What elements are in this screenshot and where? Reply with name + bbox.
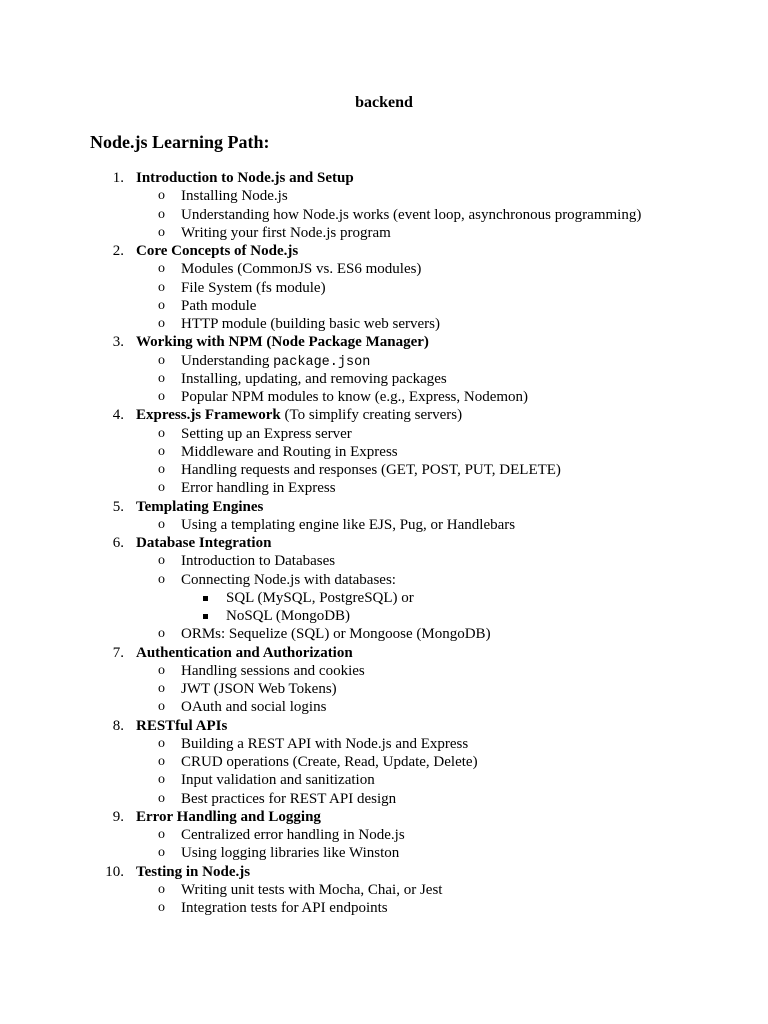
- list-item-text: [181, 790, 396, 808]
- hollow-bullet-icon: o: [158, 462, 165, 477]
- list-item: [0, 370, 768, 388]
- hollow-bullet-icon: o: [158, 389, 165, 404]
- document-heading: Node.js Learning Path:: [90, 132, 270, 152]
- section-row: [0, 644, 768, 662]
- list-item-label: Popular NPM modules to know (e.g., Express, Nodemon): [181, 389, 529, 405]
- list-item-text: [181, 443, 398, 461]
- list-item-text: [181, 735, 468, 753]
- section-text: [136, 498, 263, 516]
- list-item-text: [181, 625, 491, 643]
- section-row: [0, 808, 768, 826]
- list-item-label: Understanding: [181, 352, 274, 369]
- section-title: Express.js Framework: [136, 407, 281, 424]
- list-item-text: [181, 662, 365, 680]
- hollow-bullet-icon: o: [158, 188, 165, 204]
- nested-list-item-text: NoSQL (MongoDB): [226, 608, 351, 624]
- list-item: [0, 461, 768, 479]
- list-item: [0, 625, 768, 643]
- list-item-text: [181, 516, 515, 534]
- section-number: 6.: [112, 535, 124, 551]
- list-item-text: [181, 425, 352, 443]
- hollow-bullet-icon: o: [158, 480, 165, 496]
- square-bullet-icon: [203, 596, 208, 601]
- list-item-text: [181, 698, 326, 716]
- section-text: [136, 534, 271, 552]
- list-item: [0, 790, 768, 808]
- section-title: Introduction to Node.js and Setup: [136, 170, 354, 186]
- hollow-bullet-icon: o: [158, 370, 165, 386]
- list-item-text: [181, 753, 478, 771]
- list-item-label: HTTP module (building basic web servers): [181, 316, 440, 332]
- section-text: [136, 333, 429, 351]
- section-row: [0, 242, 768, 260]
- list-item-text: [181, 899, 388, 917]
- list-item: [0, 425, 768, 443]
- hollow-bullet-icon: o: [158, 699, 165, 715]
- list-item-text: [181, 881, 442, 899]
- list-item: [0, 352, 768, 370]
- hollow-bullet-icon: o: [158, 261, 165, 277]
- section-row: [0, 333, 768, 351]
- list-item-text: [181, 315, 440, 333]
- learning-path-outline: [0, 169, 768, 917]
- list-item: [0, 662, 768, 680]
- list-item: [0, 206, 768, 224]
- hollow-bullet-icon: o: [158, 571, 165, 587]
- section-title: Database Integration: [136, 535, 272, 551]
- section-note: (To simplify creating servers): [280, 407, 463, 424]
- hollow-bullet-icon: o: [158, 790, 165, 806]
- list-item-text: [181, 187, 288, 205]
- hollow-bullet-icon: o: [158, 754, 165, 769]
- section-text: [136, 644, 353, 662]
- list-item: [0, 297, 768, 315]
- hollow-bullet-icon: o: [158, 443, 165, 459]
- section-text: [136, 717, 227, 735]
- hollow-bullet-icon: o: [158, 772, 165, 788]
- list-item: [0, 771, 768, 789]
- list-item-label: CRUD operations (Create, Read, Update, Delete): [181, 754, 478, 770]
- hollow-bullet-icon: o: [158, 516, 165, 532]
- section-title: Core Concepts of Node.js: [136, 243, 299, 259]
- list-item-label: Centralized error handling in Node.js: [181, 827, 405, 843]
- list-item-label: Writing unit tests with Mocha, Chai, or Jest: [181, 881, 443, 898]
- list-item-text: [181, 388, 528, 406]
- list-item-label: JWT (JSON Web Tokens): [181, 681, 337, 697]
- list-item-text: [181, 352, 370, 372]
- hollow-bullet-icon: o: [158, 735, 165, 751]
- list-item-label: Using a templating engine like EJS, Pug, or Handlebars: [181, 516, 516, 533]
- section-title: Templating Engines: [136, 498, 264, 515]
- hollow-bullet-icon: o: [158, 626, 165, 642]
- list-item-label: Handling requests and responses (GET, POST, PUT, DELETE): [181, 462, 561, 478]
- list-item: [0, 844, 768, 862]
- square-bullet-icon: [203, 614, 208, 619]
- section-number: 5.: [112, 498, 124, 515]
- hollow-bullet-icon: o: [158, 279, 165, 295]
- list-item-text: [181, 479, 336, 497]
- document-title: backend: [355, 94, 413, 111]
- nested-list-item-text: SQL (MySQL, PostgreSQL) or: [226, 589, 414, 606]
- list-item-label: Introduction to Databases: [181, 553, 336, 570]
- list-item-text: [181, 279, 326, 297]
- list-item-text: [181, 224, 391, 242]
- list-item-label: ORMs: Sequelize (SQL) or Mongoose (MongoDB): [181, 626, 491, 643]
- hollow-bullet-icon: o: [158, 425, 165, 441]
- nested-list-item: [0, 607, 768, 625]
- section-row: [0, 863, 768, 881]
- list-item-text: [181, 844, 399, 862]
- list-item-label: Installing Node.js: [181, 188, 288, 205]
- list-item: [0, 571, 768, 589]
- list-item-label: Writing your first Node.js program: [181, 224, 391, 241]
- list-item-label: File System (fs module): [181, 279, 326, 296]
- list-item-text: [181, 461, 561, 479]
- list-item: [0, 315, 768, 333]
- section-number: 2.: [112, 243, 124, 259]
- list-item-label: Using logging libraries like Winston: [181, 845, 400, 862]
- list-item: [0, 187, 768, 205]
- section-row: [0, 534, 768, 552]
- section-number: 3.: [112, 334, 124, 351]
- list-item-text: [181, 826, 405, 844]
- section-number: 8.: [112, 717, 124, 734]
- section-number: 1.: [112, 170, 124, 186]
- hollow-bullet-icon: o: [158, 827, 165, 842]
- list-item-label: Error handling in Express: [181, 480, 336, 497]
- hollow-bullet-icon: o: [158, 352, 165, 368]
- list-item: [0, 279, 768, 297]
- hollow-bullet-icon: o: [158, 681, 165, 696]
- hollow-bullet-icon: o: [158, 206, 165, 222]
- list-item-label: Handling sessions and cookies: [181, 662, 365, 679]
- hollow-bullet-icon: o: [158, 662, 165, 678]
- list-item-label: Modules (CommonJS vs. ES6 modules): [181, 261, 422, 278]
- list-item: [0, 516, 768, 534]
- list-item-label: OAuth and social logins: [181, 699, 327, 716]
- hollow-bullet-icon: o: [158, 881, 165, 897]
- list-item: [0, 753, 768, 771]
- section-text: [136, 169, 354, 187]
- section-title: RESTful APIs: [136, 717, 228, 734]
- section-title: Error Handling and Logging: [136, 808, 321, 825]
- section-number: 7.: [112, 644, 124, 661]
- inline-code: package.json: [273, 354, 371, 370]
- section-text: [136, 808, 321, 826]
- list-item-text: [181, 571, 396, 589]
- section-number: 9.: [112, 808, 124, 825]
- section-row: [0, 717, 768, 735]
- list-item-label: Setting up an Express server: [181, 425, 352, 442]
- list-item-label: Input validation and sanitization: [181, 772, 375, 789]
- hollow-bullet-icon: o: [158, 224, 165, 240]
- list-item: [0, 899, 768, 917]
- section-row: [0, 406, 768, 424]
- list-item-label: Installing, updating, and removing packages: [181, 370, 447, 387]
- hollow-bullet-icon: o: [158, 900, 165, 915]
- list-item-text: [181, 552, 335, 570]
- hollow-bullet-icon: o: [158, 845, 165, 861]
- list-item: [0, 698, 768, 716]
- list-item: [0, 881, 768, 899]
- hollow-bullet-icon: o: [158, 297, 165, 313]
- list-item-label: Building a REST API with Node.js and Express: [181, 735, 469, 752]
- section-text: [136, 406, 462, 424]
- list-item: [0, 224, 768, 242]
- list-item-label: Best practices for REST API design: [181, 790, 397, 807]
- list-item: [0, 826, 768, 844]
- list-item-label: Path module: [181, 297, 257, 314]
- section-title: Testing in Node.js: [136, 863, 251, 880]
- list-item: [0, 388, 768, 406]
- list-item: [0, 680, 768, 698]
- section-title: Authentication and Authorization: [136, 644, 353, 661]
- list-item-text: [181, 260, 421, 278]
- list-item: [0, 552, 768, 570]
- section-number: 4.: [112, 407, 124, 424]
- list-item: [0, 735, 768, 753]
- list-item-text: [181, 370, 447, 388]
- list-item-text: [181, 771, 375, 789]
- section-text: [136, 863, 250, 881]
- list-item-text: [181, 680, 337, 698]
- list-item: [0, 479, 768, 497]
- list-item-text: [181, 206, 641, 224]
- nested-list-item: [0, 589, 768, 607]
- list-item-label: Understanding how Node.js works (event loop, asynchronous programming): [181, 206, 642, 223]
- section-row: [0, 498, 768, 516]
- hollow-bullet-icon: o: [158, 553, 165, 569]
- hollow-bullet-icon: o: [158, 316, 165, 331]
- section-row: [0, 169, 768, 187]
- list-item-text: [181, 297, 256, 315]
- section-text: [136, 242, 298, 260]
- list-item-label: Middleware and Routing in Express: [181, 443, 398, 460]
- section-title: Working with NPM (Node Package Manager): [136, 334, 429, 351]
- list-item: [0, 260, 768, 278]
- section-number: 10.: [105, 863, 124, 880]
- list-item: [0, 443, 768, 461]
- list-item-label: Integration tests for API endpoints: [181, 900, 388, 916]
- list-item-label: Connecting Node.js with databases:: [181, 571, 396, 588]
